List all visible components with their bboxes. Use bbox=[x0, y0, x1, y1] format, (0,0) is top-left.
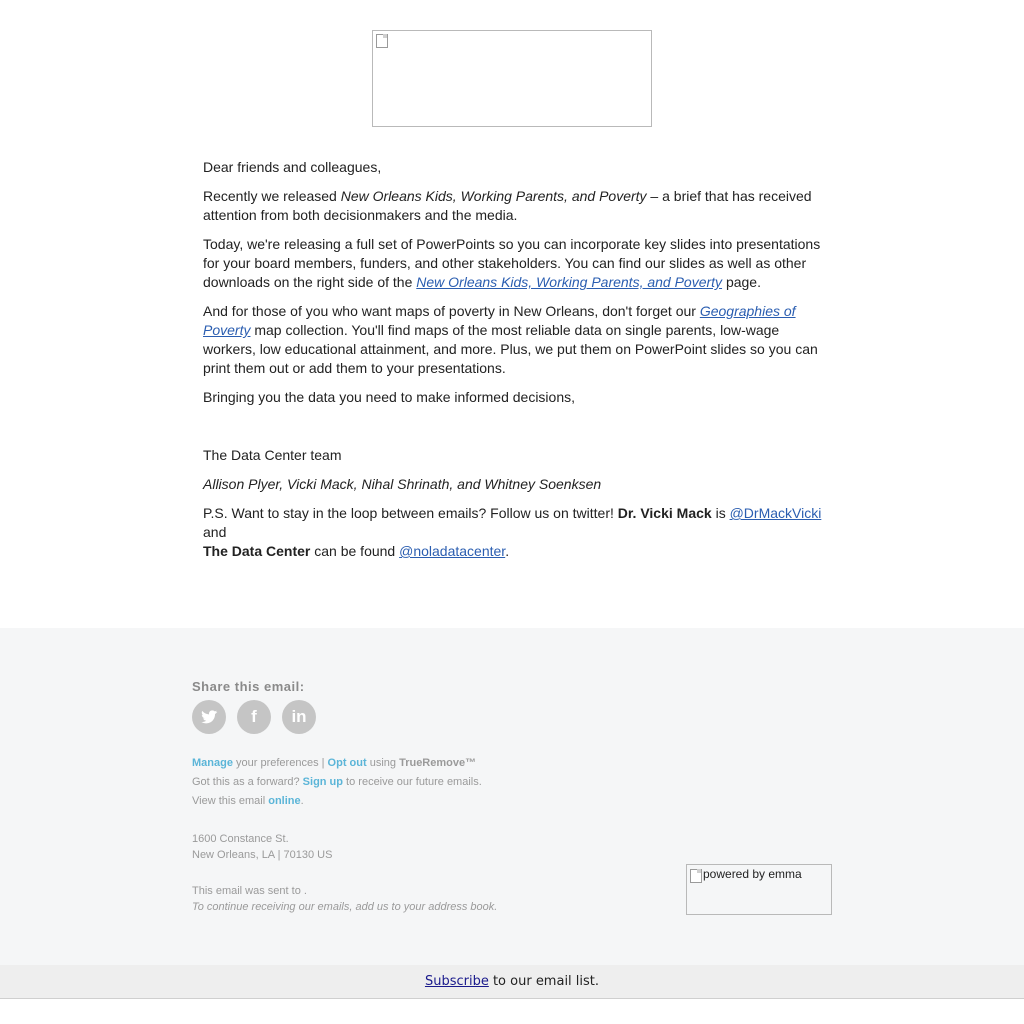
staff-names: Allison Plyer, Vicki Mack, Nihal Shrinath, and Whitney Soenksen bbox=[203, 476, 602, 492]
share-icons bbox=[192, 700, 316, 734]
mailing-address: 1600 Constance St. New Orleans, LA | 70130 US bbox=[192, 833, 333, 861]
preferences-block bbox=[192, 754, 482, 811]
twitter-icon[interactable] bbox=[192, 700, 226, 734]
drmackvicki-twitter-link[interactable]: @DrMackVicki bbox=[729, 505, 822, 521]
broken-image-icon bbox=[689, 868, 703, 882]
postscript: P.S. Want to stay in the loop between emails? Follow us on twitter! Dr. Vicki Mack is @DrMackVicki and The Data Center can be found @noladatacenter. bbox=[203, 505, 822, 559]
facebook-icon[interactable]: f bbox=[237, 700, 271, 734]
manage-preferences-link[interactable]: Manage bbox=[192, 757, 233, 769]
view-online-link[interactable]: online bbox=[268, 795, 301, 807]
footer bbox=[0, 628, 1024, 965]
closing-line: Bringing you the data you need to make informed decisions, bbox=[203, 389, 576, 405]
subscribe-link[interactable]: Subscribe bbox=[424, 974, 489, 989]
brief-page-link[interactable]: New Orleans Kids, Working Parents, and Poverty bbox=[416, 274, 723, 290]
geographies-of-poverty-link[interactable]: Geographies of Poverty bbox=[203, 303, 796, 338]
paragraph-maps: And for those of you who want maps of poverty in New Orleans, don't forget our Geographies of Poverty map collection. You'll find maps of the most reliable data on single parents, low-wage workers, low educational attainment, and more. Plus, we put them on PowerPoint slides so you can print them out or add them to your presentations. bbox=[203, 303, 818, 376]
paragraph-release: Recently we released New Orleans Kids, Working Parents, and Poverty – a brief that has received attention from both decisionmakers and the media. bbox=[203, 188, 812, 223]
manage-line: Manage your preferences | Opt out using TrueRemove™ bbox=[192, 757, 477, 769]
forward-line: Got this as a forward? Sign up to receive our future emails. bbox=[192, 776, 482, 788]
signoff: The Data Center team bbox=[203, 447, 342, 463]
brief-title: New Orleans Kids, Working Parents, and Poverty bbox=[340, 188, 647, 204]
spacer bbox=[203, 417, 823, 436]
noladatacenter-twitter-link[interactable]: @noladatacenter bbox=[399, 543, 506, 559]
subscribe-bar: Subscribe to our email list. bbox=[0, 965, 1024, 999]
sign-up-link[interactable]: Sign up bbox=[302, 776, 343, 788]
opt-out-link[interactable]: Opt out bbox=[327, 757, 367, 769]
header-image bbox=[372, 30, 652, 127]
powered-by-emma-badge[interactable] bbox=[686, 864, 832, 915]
trueremove-label: TrueRemove™ bbox=[399, 757, 477, 769]
broken-image-icon bbox=[375, 33, 389, 47]
email-body bbox=[203, 158, 823, 571]
greeting: Dear friends and colleagues, bbox=[203, 159, 382, 175]
sent-to-notice: This email was sent to . To continue receiving our emails, add us to your address book. bbox=[192, 885, 498, 913]
view-online-line: View this email online. bbox=[192, 795, 304, 807]
share-title: Share this email: bbox=[192, 679, 305, 694]
address-book-note: To continue receiving our emails, add us to your address book. bbox=[192, 901, 498, 913]
paragraph-powerpoints: Today, we're releasing a full set of PowerPoints so you can incorporate key slides into presentations for your board members, funders, and other stakeholders. You can find our slides as well as other downloads on the right side of the New Orleans Kids, Working Parents, and Poverty page. bbox=[203, 236, 821, 290]
emma-alt-text: powered by emma bbox=[703, 867, 802, 881]
linkedin-icon[interactable]: in bbox=[282, 700, 316, 734]
